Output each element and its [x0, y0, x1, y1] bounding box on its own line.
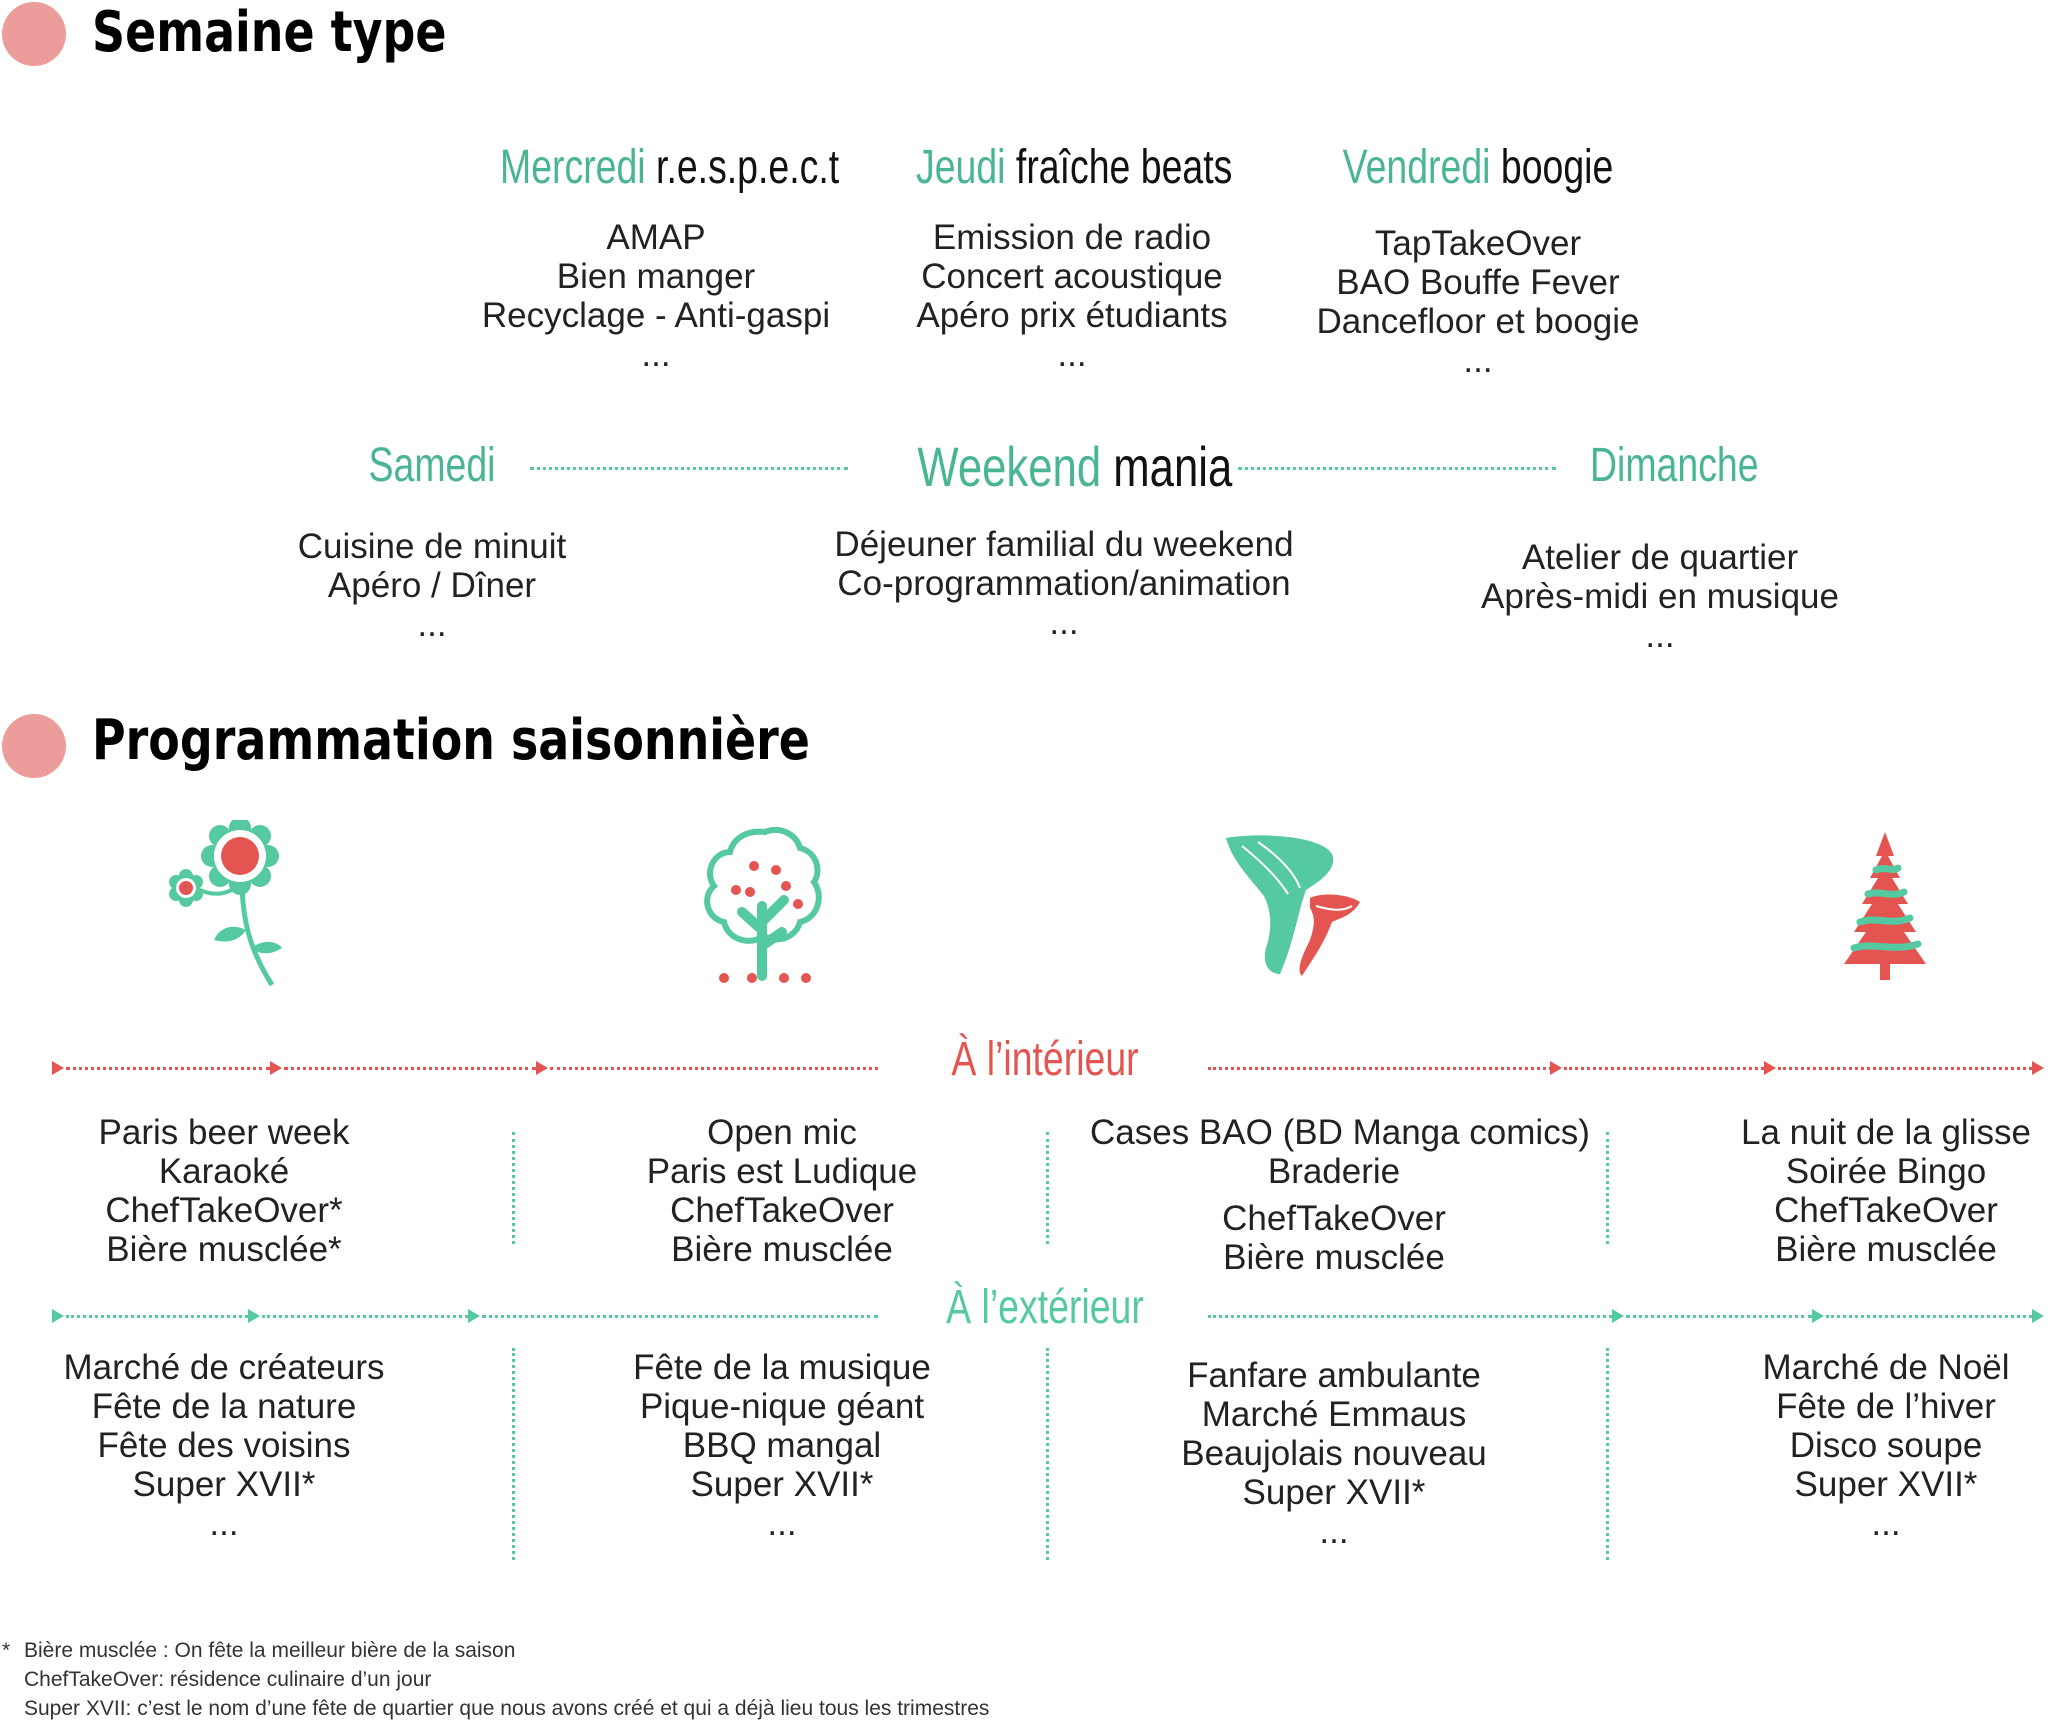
- section-title-semaine: Semaine type: [92, 0, 447, 65]
- list-item: Braderie: [1267, 1152, 1401, 1191]
- list-item: ...: [1871, 1504, 1901, 1543]
- day-title-weekend: [917, 434, 1233, 499]
- list-item: Atelier de quartier: [1521, 538, 1799, 577]
- band-label-interieur: À l’intérieur: [951, 1033, 1139, 1086]
- list-item: Recyclage - Anti-gaspi: [481, 296, 831, 335]
- dotted-connector: [530, 467, 848, 470]
- list-item: Pique-nique géant: [639, 1387, 925, 1426]
- list-item: Apéro prix étudiants: [916, 296, 1228, 335]
- timeline-line: [284, 1067, 536, 1070]
- list-item: Fête des voisins: [97, 1426, 351, 1465]
- list-jeudi: [872, 218, 1272, 374]
- list-vendredi: [1278, 224, 1678, 380]
- list-item: Bière musclée: [671, 1230, 893, 1269]
- section-bullet: [2, 714, 66, 778]
- list-item: BBQ mangal: [682, 1426, 882, 1465]
- list-item: Marché de créateurs: [63, 1348, 385, 1387]
- list-item: TapTakeOver: [1374, 224, 1582, 263]
- mushroom-icon: [1222, 832, 1382, 982]
- list-item: Co-programmation/animation: [837, 564, 1291, 603]
- arrow-marker: [1812, 1309, 1824, 1323]
- list-item: ...: [1645, 616, 1675, 655]
- list-item: ...: [417, 605, 447, 644]
- list-interieur-ete: [600, 1113, 964, 1269]
- footnote-line: Super XVII: c’est le nom d’une fête de quartier que nous avons créé et qui a déjà lieu tous les trimestres: [24, 1697, 990, 1720]
- arrow-marker: [52, 1309, 64, 1323]
- list-item: ...: [1319, 1512, 1349, 1551]
- footnote-line: Bière musclée : On fête la meilleur bière de la saison: [24, 1639, 516, 1662]
- list-item: La nuit de la glisse: [1741, 1113, 2031, 1152]
- timeline-line: [1626, 1315, 1812, 1318]
- timeline-line: [1826, 1315, 2032, 1318]
- list-item: Bière musclée*: [106, 1230, 342, 1269]
- section-bullet: [2, 2, 66, 66]
- list-item: Bière musclée: [1775, 1230, 1997, 1269]
- arrow-marker: [248, 1309, 260, 1323]
- list-item: ...: [1057, 335, 1087, 374]
- arrow-marker: [1764, 1061, 1776, 1075]
- apple-tree-icon: [700, 826, 830, 986]
- list-item: Fête de l’hiver: [1776, 1387, 1996, 1426]
- column-separator: [1606, 1348, 1609, 1560]
- list-exterieur-ete: [600, 1348, 964, 1543]
- list-item: Fanfare ambulante: [1187, 1356, 1481, 1395]
- timeline-line: [482, 1315, 878, 1318]
- list-item: ...: [1463, 341, 1493, 380]
- list-item: Marché de Noël: [1762, 1348, 2010, 1387]
- list-item: Disco soupe: [1789, 1426, 1983, 1465]
- list-dimanche: [1460, 538, 1860, 655]
- list-item: Paris est Ludique: [646, 1152, 918, 1191]
- list-item: ChefTakeOver: [1774, 1191, 1998, 1230]
- timeline-line: [1208, 1315, 1612, 1318]
- arrow-marker: [2032, 1061, 2044, 1075]
- day-title-jeudi: [916, 140, 1233, 195]
- list-item: Bien manger: [556, 257, 756, 296]
- list-item: Bière musclée: [1223, 1238, 1445, 1277]
- day-theme: mania: [1113, 435, 1233, 498]
- arrow-marker: [536, 1061, 548, 1075]
- list-item: ChefTakeOver: [1222, 1199, 1446, 1238]
- list-item: Fête de la musique: [633, 1348, 931, 1387]
- day-name: Dimanche: [1590, 439, 1759, 492]
- day-theme: boogie: [1500, 141, 1614, 194]
- day-name: Mercredi: [500, 141, 646, 194]
- list-item: ...: [641, 335, 671, 374]
- footnote-line: ChefTakeOver: résidence culinaire d’un jour: [24, 1668, 432, 1691]
- arrow-marker: [1550, 1061, 1562, 1075]
- day-theme: r.e.s.p.e.c.t: [656, 141, 840, 194]
- list-item: Cases BAO (BD Manga comics): [1090, 1113, 1590, 1152]
- footnote-star: *: [2, 1639, 11, 1662]
- list-item: BAO Bouffe Fever: [1336, 263, 1620, 302]
- timeline-line: [66, 1067, 270, 1070]
- list-item: Super XVII*: [690, 1465, 874, 1504]
- list-item: ...: [767, 1504, 797, 1543]
- day-theme: fraîche beats: [1015, 141, 1233, 194]
- arrow-marker: [270, 1061, 282, 1075]
- section-title-saison: Programmation saisonnière: [92, 708, 810, 773]
- list-item: Apéro / Dîner: [327, 566, 537, 605]
- flower-icon: [160, 820, 290, 990]
- arrow-marker: [1612, 1309, 1624, 1323]
- arrow-marker: [52, 1061, 64, 1075]
- timeline-line: [1208, 1067, 1552, 1070]
- list-item: Marché Emmaus: [1201, 1395, 1467, 1434]
- arrow-marker: [2032, 1309, 2044, 1323]
- day-name: Vendredi: [1342, 141, 1491, 194]
- column-separator: [1046, 1132, 1049, 1244]
- arrow-marker: [468, 1309, 480, 1323]
- list-item: ...: [209, 1504, 239, 1543]
- column-separator: [1046, 1348, 1049, 1560]
- fir-tree-icon: [1840, 832, 1930, 982]
- list-interieur-hiver: [1716, 1113, 2048, 1269]
- column-separator: [512, 1132, 515, 1244]
- list-item: Fête de la nature: [91, 1387, 357, 1426]
- band-label-exterieur: À l’extérieur: [946, 1281, 1144, 1334]
- column-separator: [1606, 1132, 1609, 1244]
- list-interieur-printemps: [54, 1113, 394, 1269]
- list-item: ...: [1049, 603, 1079, 642]
- list-item: ChefTakeOver: [670, 1191, 894, 1230]
- timeline-line: [1778, 1067, 2032, 1070]
- footnotes: [24, 1636, 989, 1723]
- list-item: Karaoké: [158, 1152, 290, 1191]
- timeline-line: [550, 1067, 878, 1070]
- list-exterieur-hiver: [1716, 1348, 2048, 1543]
- timeline-line: [1564, 1067, 1764, 1070]
- list-item: Super XVII*: [1794, 1465, 1978, 1504]
- list-item: Après-midi en musique: [1481, 577, 1839, 616]
- timeline-line: [66, 1315, 248, 1318]
- list-exterieur-printemps: [44, 1348, 404, 1543]
- day-name: Jeudi: [916, 141, 1006, 194]
- list-item: Déjeuner familial du weekend: [834, 525, 1294, 564]
- day-title-samedi: [354, 438, 510, 493]
- list-mercredi: [456, 218, 856, 374]
- list-item: Beaujolais nouveau: [1181, 1434, 1487, 1473]
- dotted-connector: [1238, 467, 1556, 470]
- list-samedi: [232, 527, 632, 644]
- list-item: AMAP: [606, 218, 706, 257]
- list-item: Super XVII*: [132, 1465, 316, 1504]
- day-title-mercredi: [500, 140, 840, 195]
- list-exterieur-automne: [1134, 1356, 1534, 1551]
- list-item: ChefTakeOver*: [105, 1191, 343, 1230]
- list-item: Cuisine de minuit: [297, 527, 567, 566]
- list-interieur-automne: [1090, 1113, 1590, 1277]
- column-separator: [512, 1348, 515, 1560]
- day-title-vendredi: [1322, 140, 1634, 195]
- list-item: Concert acoustique: [921, 257, 1223, 296]
- list-item: Super XVII*: [1242, 1473, 1426, 1512]
- list-weekend: [800, 525, 1328, 642]
- list-item: Dancefloor et boogie: [1316, 302, 1640, 341]
- list-item: Paris beer week: [98, 1113, 350, 1152]
- list-item: Open mic: [707, 1113, 857, 1152]
- list-item: Emission de radio: [932, 218, 1212, 257]
- day-title-dimanche: [1590, 438, 1759, 493]
- day-name: Weekend: [917, 435, 1102, 498]
- day-name: Samedi: [368, 439, 496, 492]
- list-item: Soirée Bingo: [1785, 1152, 1987, 1191]
- timeline-line: [262, 1315, 468, 1318]
